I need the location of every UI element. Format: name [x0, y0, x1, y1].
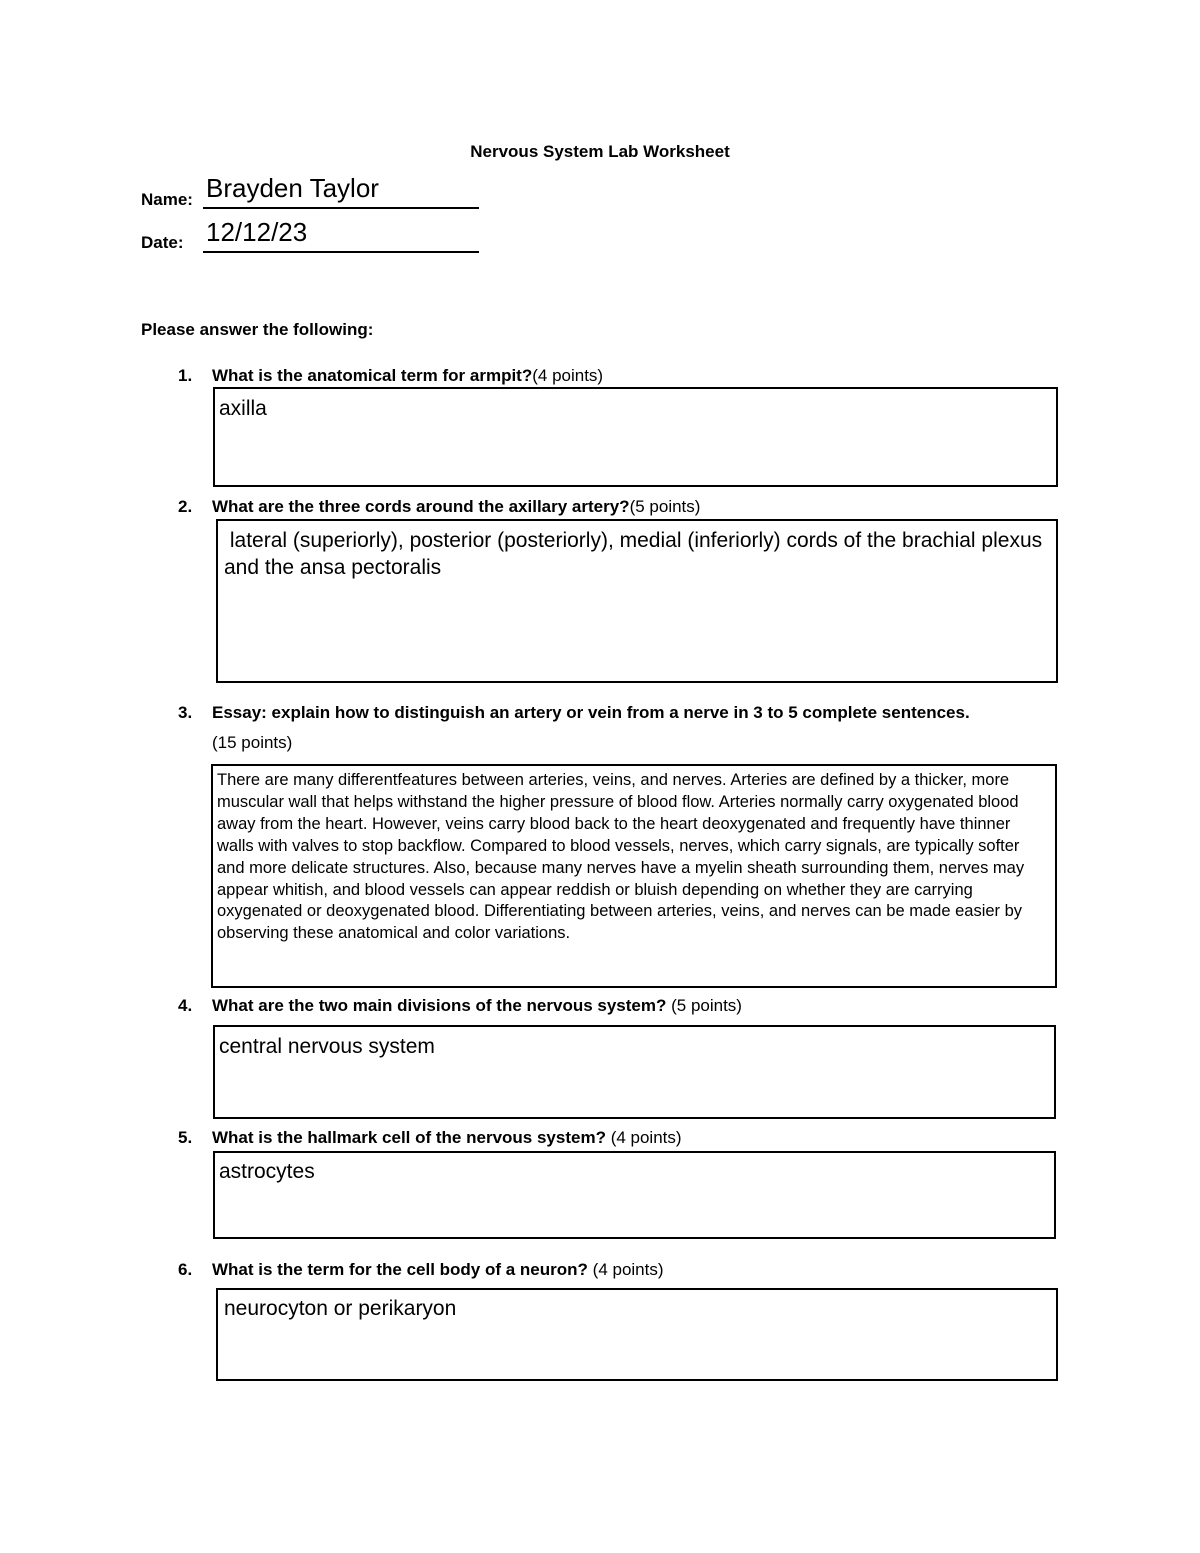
question-2-text [212, 492, 1052, 522]
answer-6-text: neurocyton or perikaryon [224, 1297, 457, 1320]
question-3-text [212, 698, 1052, 758]
question-points: (4 points) [610, 1128, 682, 1147]
answer-3-text: There are many differentfeatures between arteries, veins, and nerves. Arteries are defined by a thicker, more muscular wall that helps withstand the higher pressure of blood flow. Arteries normally carry oxygenated blood away from the heart. However, veins carry blood back to the heart deoxygenated and frequently have thinner walls with valves to stop backflow. Compared to blood vessels, nerves, which carry signals, are typically softer and more delicate structures. Also, because many nerves have a myelin sheath surrounding them, nerves may appear whitish, and blood vessels can appear reddish or bluish depending on whether they are carrying oxygenated or deoxygenated blood. Differentiating between arteries, veins, and nerves can be made easier by observing these anatomical and color variations. [217, 771, 1029, 943]
question-points: (4 points) [532, 366, 604, 385]
answer-3-box[interactable] [211, 764, 1057, 988]
answer-5-box[interactable] [213, 1151, 1056, 1239]
answer-4-text: central nervous system [219, 1035, 435, 1058]
answer-1-box[interactable] [213, 387, 1058, 487]
name-underline [203, 207, 479, 209]
question-number: 6. [178, 1260, 193, 1279]
answer-1-text: axilla [219, 397, 267, 420]
date-underline [203, 251, 479, 253]
answer-2-box[interactable] [216, 519, 1058, 683]
answer-6-box[interactable] [216, 1288, 1058, 1381]
question-points: (5 points) [671, 996, 742, 1015]
question-6-text [212, 1255, 1052, 1285]
question-points: (4 points) [592, 1260, 664, 1279]
question-5-text [212, 1123, 1052, 1153]
page-title: Nervous System Lab Worksheet [470, 142, 730, 161]
answer-4-box[interactable] [213, 1025, 1056, 1119]
date-field[interactable]: 12/12/23 [206, 217, 308, 247]
question-number: 1. [178, 366, 193, 385]
question-text: What are the two main divisions of the nervous system? [212, 996, 667, 1015]
instructions-text: Please answer the following: [141, 320, 374, 339]
date-label: Date: [141, 233, 184, 252]
question-points: (15 points) [212, 733, 293, 752]
question-number: 4. [178, 996, 193, 1015]
answer-2-text: lateral (superiorly), posterior (posteriorly), medial (inferiorly) cords of the brachial plexus and the ansa pectoralis [224, 529, 1048, 579]
question-number: 2. [178, 497, 193, 516]
name-field[interactable]: Brayden Taylor [206, 173, 379, 203]
question-text: What is the hallmark cell of the nervous system? [212, 1128, 606, 1147]
question-number: 5. [178, 1128, 193, 1147]
question-4-text [212, 991, 1052, 1021]
question-number: 3. [178, 703, 193, 722]
question-text: Essay: explain how to distinguish an artery or vein from a nerve in 3 to 5 complete sentences. [212, 703, 970, 722]
question-text: What is the anatomical term for armpit? [212, 366, 533, 385]
name-label: Name: [141, 190, 193, 209]
question-text: What are the three cords around the axillary artery? [212, 497, 630, 516]
answer-5-text: astrocytes [219, 1160, 315, 1183]
question-points: (5 points) [629, 497, 701, 516]
question-text: What is the term for the cell body of a neuron? [212, 1260, 588, 1279]
